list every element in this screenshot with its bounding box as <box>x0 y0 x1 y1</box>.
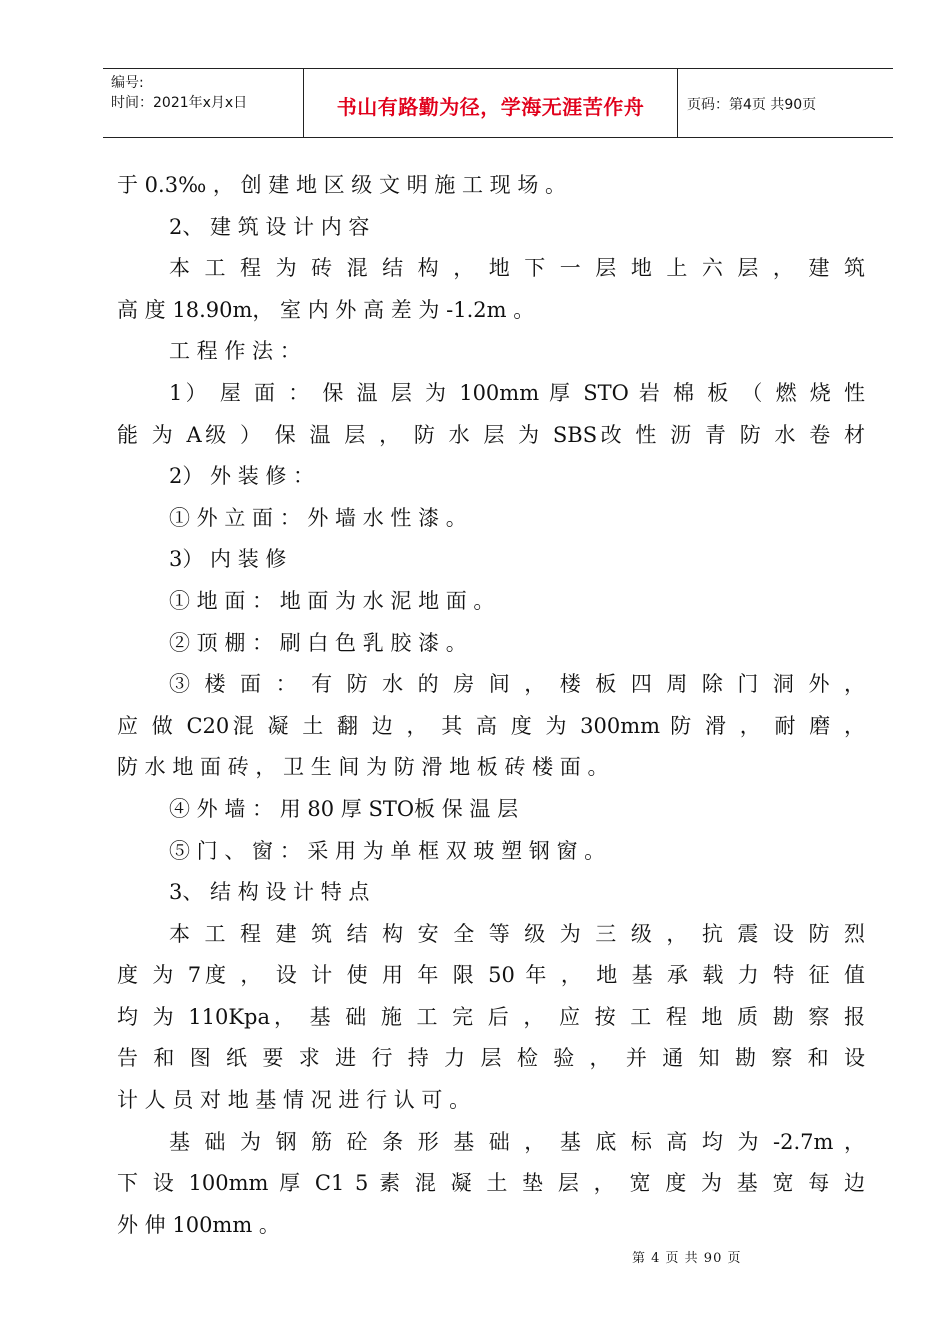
serial-label: 编号: <box>111 75 144 91</box>
text-line: ③ 楼 面 ： 有 防 水 的 房 间 ， 楼 板 四 周 除 门 洞 外 ， <box>169 672 865 697</box>
text-line: ① 外 立 面 ： 外 墙 水 性 漆 。 <box>169 505 467 530</box>
text-line: ① 地 面 ： 地 面 为 水 泥 地 面 。 <box>169 588 495 613</box>
header-page-info: 页码：第4页 共90页 <box>687 97 817 113</box>
text-line: 计 人 员 对 地 基 情 况 进 行 认 可 。 <box>117 1088 471 1113</box>
text-line: 度 为 7度 ， 设 计 使 用 年 限 50 年 ， 地 基 承 载 力 特 征 值 <box>117 963 865 988</box>
page-header <box>103 68 893 138</box>
text-line: 防 水 地 面 砖 ， 卫 生 间 为 防 滑 地 板 砖 楼 面 。 <box>117 755 609 780</box>
text-line: 下 设 100mm 厚 C1 5 素 混 凝 土 垫 层 ， 宽 度 为 基 宽 每 边 <box>117 1171 865 1196</box>
text-line: 基 础 为 钢 筋 砼 条 形 基 础 ， 基 底 标 高 均 为 -2.7m ， <box>169 1129 865 1154</box>
text-line: ④ 外 墙 ： 用 80 厚 STO板 保 温 层 <box>169 796 519 821</box>
page-footer: 第 4 页 共 90 页 <box>632 1251 742 1266</box>
text-line: ② 顶 棚 ： 刷 白 色 乳 胶 漆 。 <box>169 630 467 655</box>
text-line: 能 为 A级 ） 保 温 层 ， 防 水 层 为 SBS改 性 沥 青 防 水 卷 材 <box>117 422 865 447</box>
section-heading: 2、 建 筑 设 计 内 容 <box>169 214 370 239</box>
text-line: 3） 内 装 修 <box>169 547 287 572</box>
text-line: 应 做 C20混 凝 土 翻 边 ， 其 高 度 为 300mm 防 滑 ， 耐 磨 ， <box>117 713 865 738</box>
text-line: 2） 外 装 修 ： <box>169 464 315 489</box>
text-line: 本 工 程 为 砖 混 结 构 ， 地 下 一 层 地 上 六 层 ， 建 筑 <box>169 256 865 281</box>
text-line: 本 工 程 建 筑 结 构 安 全 等 级 为 三 级 ， 抗 震 设 防 烈 <box>169 921 865 946</box>
text-line: 外 伸 100mm 。 <box>117 1212 280 1237</box>
date-label: 时间：2021年x月x日 <box>111 95 248 111</box>
header-motto: 书山有路勤为径，学海无涯苦作舟 <box>336 95 645 119</box>
text-line: 于 0.3‰ ， 创 建 地 区 级 文 明 施 工 现 场 。 <box>117 173 567 197</box>
text-line: 1） 屋 面 ： 保 温 层 为 100mm 厚 STO 岩 棉 板 （ 燃 烧 性 <box>169 380 865 405</box>
text-line: 高 度 18.90m， 室 内 外 高 差 为 -1.2m 。 <box>117 297 535 322</box>
header-divider <box>677 69 678 137</box>
text-line: ⑤ 门 、 窗 ： 采 用 为 单 框 双 玻 塑 钢 窗 。 <box>169 838 606 863</box>
section-heading: 3、 结 构 设 计 特 点 <box>169 880 370 905</box>
subheading: 工 程 作 法 ： <box>169 339 301 364</box>
document-body <box>117 165 865 1246</box>
text-line: 告 和 图 纸 要 求 进 行 持 力 层 检 验 ， 并 通 知 勘 察 和 设 <box>117 1046 865 1071</box>
text-line: 均 为 110Kpa， 基 础 施 工 完 后 ， 应 按 工 程 地 质 勘 察 报 <box>117 1004 865 1029</box>
header-meta <box>111 73 247 113</box>
